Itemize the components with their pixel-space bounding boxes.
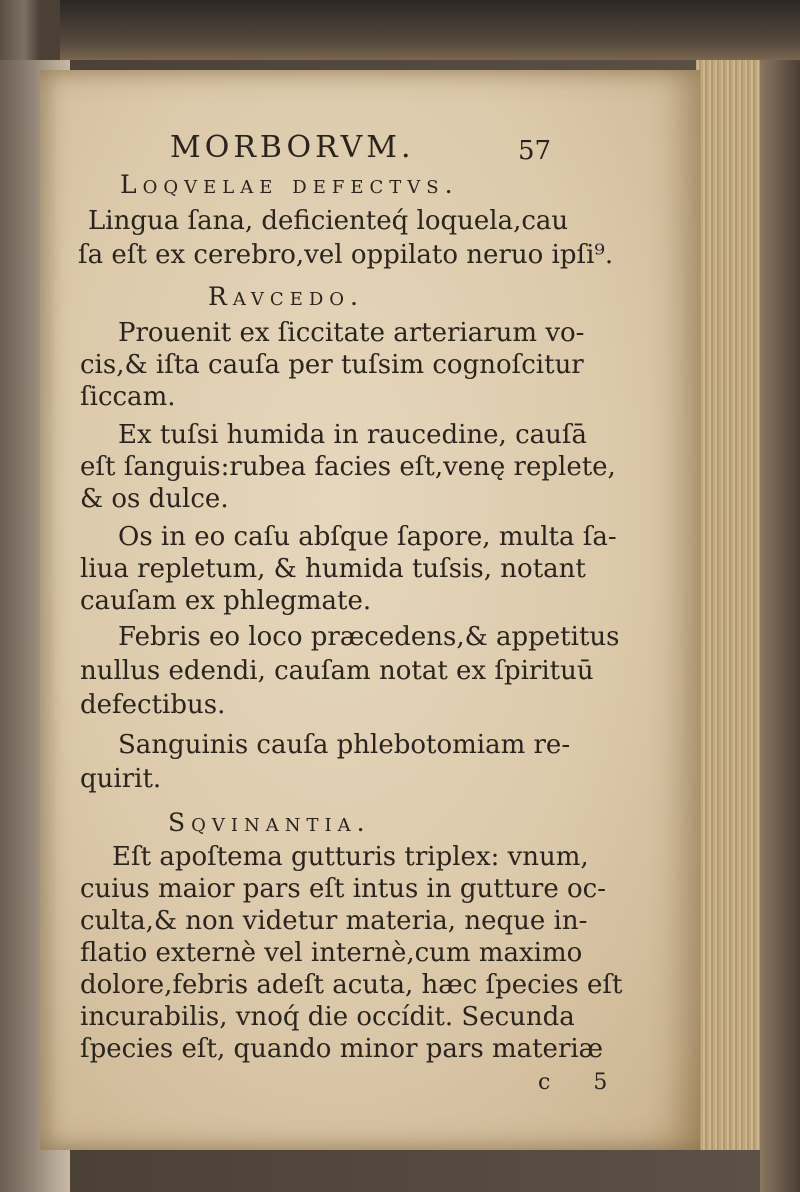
text-line-22: incurabilis, vnoq́ die occídit. Secunda [80, 1002, 575, 1032]
heading-loquelae: Loqvelae defectvs. [120, 170, 459, 199]
text-line-2: ſa eſt ex cerebro,vel oppilato neruo ipſi⁹. [78, 240, 614, 270]
text-line-3: Prouenit ex ſiccitate arteriarum vo- [118, 318, 585, 348]
fore-edge-shadow [760, 60, 800, 1192]
text-line-5: ſiccam. [80, 382, 176, 412]
text-line-23: ſpecies eſt, quando minor pars materiæ [80, 1034, 604, 1064]
text-line-1: Lingua ſana, deficienteq́ loquela,cau [88, 206, 569, 236]
text-line-15: Sanguinis cauſa phlebotomiam re- [118, 730, 571, 760]
text-line-7: eſt ſanguis:rubea facies eſt,venę replete, [80, 452, 616, 482]
signature-mark: c 5 [538, 1070, 626, 1095]
text-line-13: nullus edendi, cauſam notat ex ſpirituū [80, 656, 594, 686]
text-line-18: cuius maior pars eſt intus in gutture oc- [80, 874, 606, 904]
page-fore-edge [696, 60, 766, 1150]
heading-squinantia: Sqvinantia. [168, 808, 371, 837]
text-line-8: & os dulce. [80, 484, 229, 514]
heading-raucedo: Ravcedo. [208, 282, 364, 311]
text-line-20: flatio externè vel internè,cum maximo [80, 938, 583, 968]
text-line-16: quirit. [80, 764, 162, 794]
running-head: MORBORVM. [170, 130, 415, 165]
text-line-4: cis,& iſta cauſa per tuſsim cognoſcitur [80, 350, 584, 380]
text-line-11: cauſam ex phlegmate. [80, 586, 372, 616]
text-line-21: dolore,febris adeſt acuta, hæc ſpecies eſt [80, 970, 623, 1000]
text-line-10: liua repletum, & humida tuſsis, notant [80, 554, 586, 584]
text-line-6: Ex tuſsi humida in raucedine, cauſā [118, 420, 588, 450]
book-top-edge [60, 0, 800, 60]
text-line-14: defectibus. [80, 690, 226, 720]
text-line-17: Eſt apoſtema gutturis triplex: vnum, [112, 842, 589, 872]
text-line-9: Os in eo caſu abſque ſapore, multa ſa- [118, 522, 617, 552]
text-line-19: culta,& non videtur materia, neque in- [80, 906, 588, 936]
page-number: 57 [518, 136, 552, 166]
text-line-12: Febris eo loco præcedens,& appetitus [118, 622, 620, 652]
